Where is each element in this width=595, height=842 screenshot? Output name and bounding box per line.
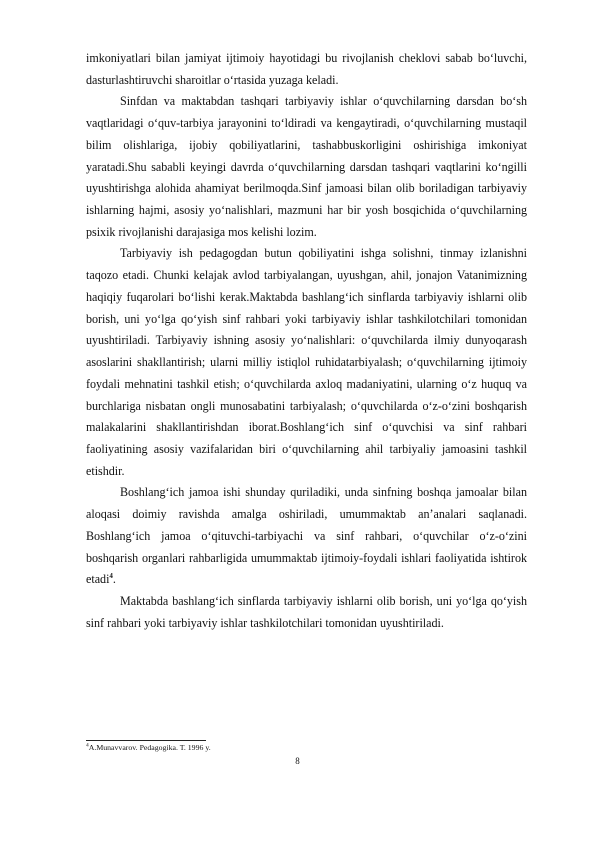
paragraph-3: Tarbiyaviy ish pedagogdan butun qobiliyatini ishga solishni, tinmay izlanishni taqozo etadi. Chunki kelajak avlod tarbiyalangan, uyushgan, ahil, jonajon Vatanimizning haqiqiy fuqarolari bo‘lishi kerak.Maktabda bashlang‘ich sinflarda tarbiyaviy ishlarni olib borish, uni yo‘lga qo‘yish sinf rahbari yoki tarbiyaviy ishlar tashkilotchilari tomonidan uyushtiriladi. Tarbiyaviy ishning asosiy yo‘nalishlari: o‘quvchilarda ilmiy dunyoqarash asoslarini shakllantirish; ularni milliy istiqlol ruhidatarbiyalash; o‘quvchilarning ijtimoiy foydali mehnatini tashkil etish; o‘quvchilarda axloq madaniyatini, ularning o‘z huquq va burchlariga nisbatan ongli munosabatini tarbiyalash; o‘quvchilarda o‘z-o‘zini boshqarish malakalarini shakllantirishdan iborat.Boshlang‘ich sinf o‘quvchisi va sinf rahbari faoliyatining asosiy vazifalaridan biri o‘quvchilarning ahil tarbiyaliy jamoasini tashkil etishdir.: [86, 246, 527, 478]
paragraph-4-period: .: [112, 572, 116, 587]
footnote: [86, 743, 527, 753]
paragraph-4-text: Boshlang‘ich jamoa ishi shunday quriladiki, unda sinfning boshqa jamoalar bilan aloqasi doimiy ravishda amalga oshiriladi, umummaktab an’analari saqlanadi. Boshlang‘ich jamoa o‘qituvchi-tarbiyachi va sinf rahbari, o‘quvchilar o‘z-o‘zini boshqarish organlari rahbarligida umummaktab ijtimoiy-foydali ishlari faoliyatida ishtirok etadi: [86, 485, 527, 587]
paragraph-4: [86, 482, 527, 591]
paragraph-5: Maktabda bashlang‘ich sinflarda tarbiyaviy ishlarni olib borish, uni yo‘lga qo‘yish sinf rahbari yoki tarbiyaviy ishlar tashkilotchilari tomonidan uyushtiriladi.: [86, 593, 527, 630]
page-number: 8: [295, 756, 300, 766]
paragraph-1: imkoniyatlari bilan jamiyat ijtimoiy hayotidagi bu rivojlanish cheklovi sabab bo‘luvchi, dasturlashtiruvchi sharoitlar o‘rtasida yuzaga keladi.: [86, 51, 527, 87]
paragraph-2: Sinfdan va maktabdan tashqari tarbiyaviy ishlar o‘quvchilarning darsdan bo‘sh vaqtlaridagi o‘quv-tarbiya jarayonini to‘ldiradi va kengaytiradi, o‘quvchilarning mustaqil bilim olishlariga, ijobiy qobiliyatlarini, tashabbuskorligini oshirishiga imkoniyat yaratadi.Shu sababli keyingi davrda o‘quvchilarning darsdan tashqari vaqtlarini ko‘ngilli uyushtirishga alohida ahamiyat berilmoqda.Sinf jamoasi bilan olib boriladigan tarbiyaviy ishlarning hajmi, asosiy yo‘nalishlari, mazmuni har bir yosh bosqichida o‘quvchilarning psixik rivojlanishi darajasiga mos kelishi lozim.: [86, 94, 527, 239]
footnote-reference[interactable]: 4: [109, 572, 113, 581]
footnote-text: A.Munavvarov. Pedagogika. T. 1996 y.: [88, 743, 211, 752]
body-text: [86, 48, 527, 634]
footnote-number: 4: [86, 742, 89, 749]
footnote-divider: [86, 740, 206, 741]
